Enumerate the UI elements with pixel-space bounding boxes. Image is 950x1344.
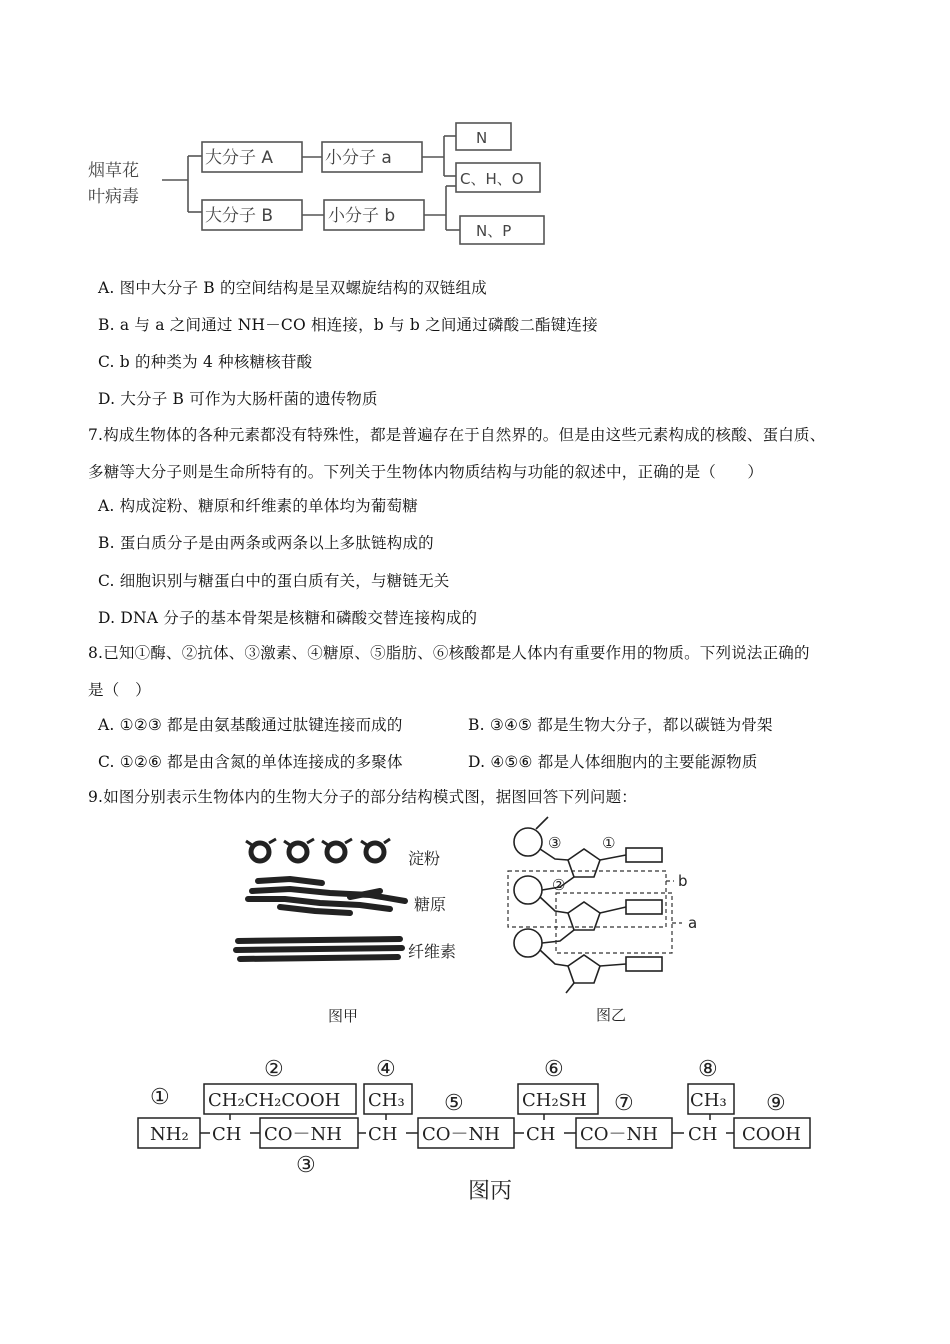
bing-r3: CH₂SH (522, 1090, 587, 1111)
bing-cooh: COOH (742, 1124, 801, 1145)
bing-co-nh-3: CO－NH (580, 1124, 658, 1145)
bing-n1: ① (150, 1085, 170, 1110)
small-b-label: 小分子 b (328, 206, 396, 226)
q6-option-a: A. 图中大分子 B 的空间结构是呈双螺旋结构的双链组成 (98, 279, 487, 297)
base-3 (626, 957, 662, 971)
bing-ch-4: CH (688, 1124, 718, 1145)
yi-label-b: b (678, 872, 688, 890)
box-b (508, 871, 666, 927)
base-2 (626, 900, 662, 914)
q7-option-c: C. 细胞识别与糖蛋白中的蛋白质有关，与糖链无关 (98, 572, 450, 590)
fig-yi-caption: 图乙 (596, 1006, 627, 1024)
bing-n4: ④ (376, 1057, 396, 1082)
glycogen-label: 糖原 (414, 895, 447, 914)
q7-stem-line2: 多糖等大分子则是生命所特有的。下列关于生物体内物质结构与功能的叙述中，正确的是（ ） (88, 463, 764, 481)
yi-label-a: a (688, 914, 698, 932)
small-a-label: 小分子 a (325, 148, 392, 168)
bing-nh2: NH₂ (150, 1124, 189, 1145)
bing-r2: CH₃ (368, 1090, 405, 1111)
q8-option-c: C. ①②⑥ 都是由含氮的单体连接成的多聚体 (98, 753, 403, 771)
q7-option-a: A. 构成淀粉、糖原和纤维素的单体均为葡萄糖 (98, 497, 418, 515)
fig-yi-nucleotide-chain (500, 815, 740, 1030)
bing-ch-1: CH (212, 1124, 242, 1145)
yi-label-3: ③ (548, 834, 562, 852)
glycogen-structure (248, 879, 405, 913)
q7-option-b: B. 蛋白质分子是由两条或两条以上多肽链构成的 (98, 534, 434, 552)
phosphate-1 (514, 828, 542, 856)
bing-co-nh-1: CO－NH (264, 1124, 342, 1145)
q8-option-b: B. ③④⑤ 都是生物大分子，都以碳链为骨架 (468, 716, 773, 734)
q7-stem-line1: 7.构成生物体的各种元素都没有特殊性，都是普遍存在于自然界的。但是由这些元素构成的核酸、蛋白质、 (88, 426, 826, 444)
bing-n5: ⑤ (444, 1091, 464, 1116)
virus-composition-diagram (82, 118, 552, 253)
q8-option-a: A. ①②③ 都是由氨基酸通过肽键连接而成的 (98, 716, 403, 734)
bing-co-nh-2: CO－NH (422, 1124, 500, 1145)
q8-stem-line1: 8.已知①酶、②抗体、③激素、④糖原、⑤脂肪、⑥核酸都是人体内有重要作用的物质。下列说法正确的 (88, 644, 810, 662)
pentose-2 (568, 902, 600, 930)
pentose-3 (568, 955, 600, 983)
bing-n8: ⑧ (698, 1057, 718, 1082)
q6-option-d: D. 大分子 B 可作为大肠杆菌的遗传物质 (98, 390, 378, 408)
base-1 (626, 848, 662, 862)
yi-label-2: ② (552, 876, 566, 894)
bing-n3: ③ (296, 1153, 316, 1178)
box-a (556, 893, 672, 953)
bing-ch-2: CH (368, 1124, 398, 1145)
element-cho-label: C、H、O (460, 170, 524, 188)
bing-n6: ⑥ (544, 1057, 564, 1082)
macro-b-label: 大分子 B (205, 206, 274, 226)
q7-option-d: D. DNA 分子的基本骨架是核糖和磷酸交替连接构成的 (98, 609, 478, 627)
bing-n2: ② (264, 1057, 284, 1082)
virus-title-line1: 烟草花 (88, 161, 139, 181)
fig-bing-peptide-chain (132, 1050, 822, 1210)
fig-jia-caption: 图甲 (328, 1007, 359, 1025)
q8-option-d: D. ④⑤⑥ 都是人体细胞内的主要能源物质 (468, 753, 758, 771)
bing-n9: ⑨ (766, 1091, 786, 1116)
bing-r1: CH₂CH₂COOH (208, 1090, 341, 1111)
phosphate-3 (514, 929, 542, 957)
starch-label: 淀粉 (408, 849, 441, 868)
element-n-label: N (476, 129, 488, 147)
q9-stem: 9.如图分别表示生物体内的生物大分子的部分结构模式图，据图回答下列问题： (88, 788, 637, 806)
pentose-1 (568, 849, 600, 877)
macro-a-label: 大分子 A (205, 148, 274, 168)
starch-structure (251, 843, 384, 861)
cellulose-label: 纤维素 (408, 942, 457, 961)
bing-r4: CH₃ (690, 1090, 727, 1111)
bing-ch-3: CH (526, 1124, 556, 1145)
phosphate-2 (514, 876, 542, 904)
element-np-label: N、P (476, 222, 512, 240)
fig-jia-polysaccharides (230, 825, 470, 1030)
cellulose-structure (236, 939, 402, 959)
q8-stem-line2: 是（ ） (88, 681, 151, 699)
q6-option-b: B. a 与 a 之间通过 NH－CO 相连接，b 与 b 之间通过磷酸二酯键连接 (98, 316, 598, 334)
fig-bing-caption: 图丙 (468, 1179, 513, 1204)
bing-n7: ⑦ (614, 1091, 634, 1116)
yi-label-1: ① (602, 834, 616, 852)
q6-option-c: C. b 的种类为 4 种核糖核苷酸 (98, 353, 313, 371)
virus-title-line2: 叶病毒 (88, 187, 139, 207)
